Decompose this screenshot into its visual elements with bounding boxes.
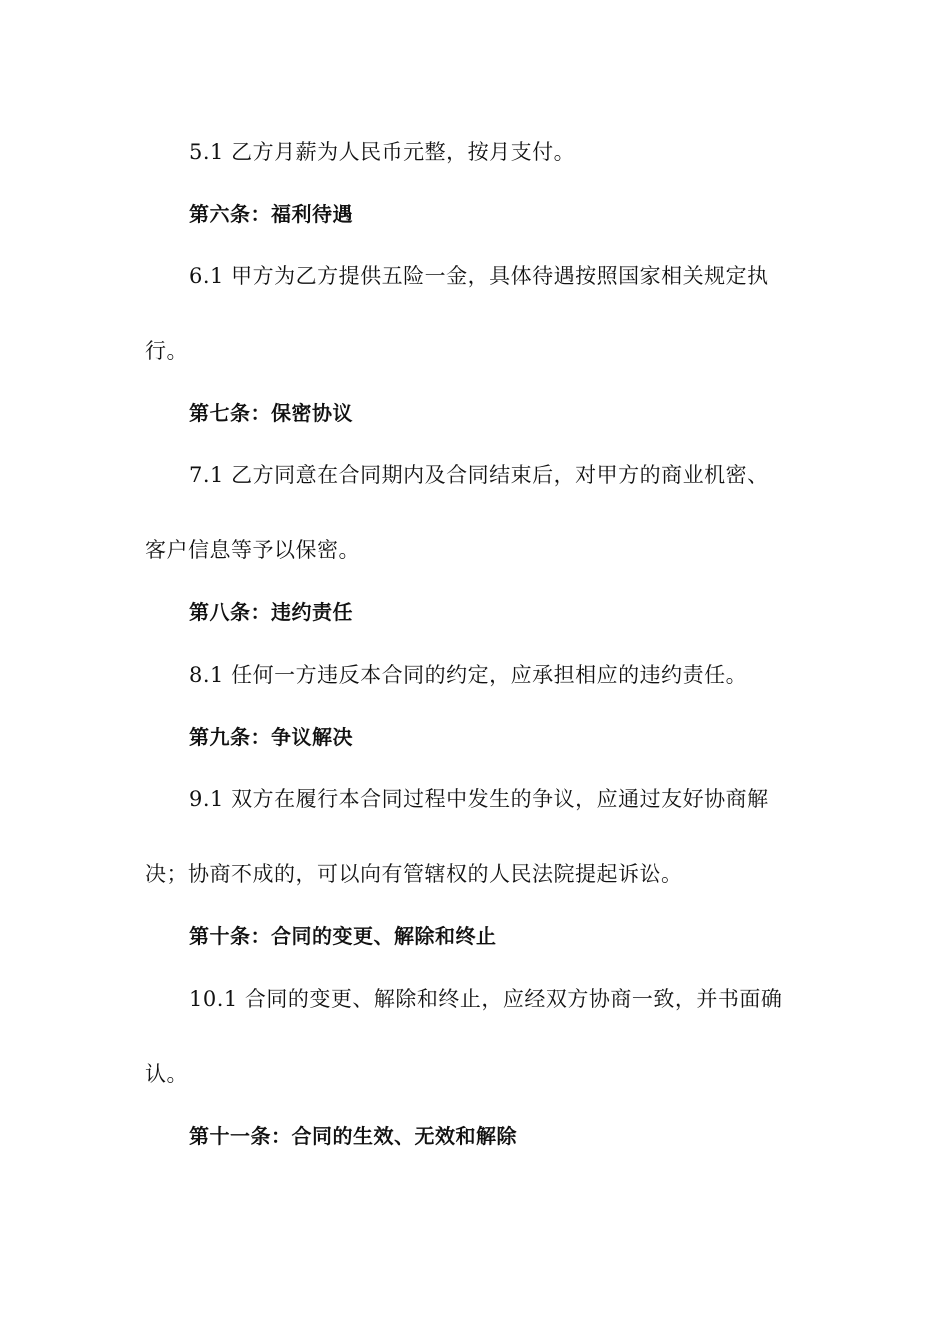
clause-9-1-text: 9.1 双方在履行本合同过程中发生的争议，应通过友好协商解 — [189, 787, 769, 811]
clause-6-1-text: 6.1 甲方为乙方提供五险一金，具体待遇按照国家相关规定执 — [189, 264, 769, 288]
clause-10-1-continuation: 认。 — [145, 1062, 188, 1086]
clause-5-1-text: 5.1 乙方月薪为人民币元整，按月支付。 — [189, 140, 576, 164]
article-6-heading: 第六条：福利待遇 — [189, 202, 353, 226]
clause-10-1-text: 10.1 合同的变更、解除和终止，应经双方协商一致，并书面确 — [189, 987, 783, 1011]
clause-9-1-continuation: 决；协商不成的，可以向有管辖权的人民法院提起诉讼。 — [145, 862, 683, 886]
clause-7-1-continuation: 客户信息等予以保密。 — [145, 538, 360, 562]
article-7-heading: 第七条：保密协议 — [189, 401, 353, 425]
clause-6-1-continuation: 行。 — [145, 339, 188, 363]
clause-8-1-text: 8.1 任何一方违反本合同的约定，应承担相应的违约责任。 — [189, 663, 748, 687]
article-8-heading: 第八条：违约责任 — [189, 600, 353, 624]
article-9-heading: 第九条：争议解决 — [189, 725, 353, 749]
article-10-heading: 第十条：合同的变更、解除和终止 — [189, 924, 497, 948]
clause-7-1-text: 7.1 乙方同意在合同期内及合同结束后，对甲方的商业机密、 — [189, 463, 769, 487]
article-11-heading: 第十一条：合同的生效、无效和解除 — [189, 1124, 517, 1148]
